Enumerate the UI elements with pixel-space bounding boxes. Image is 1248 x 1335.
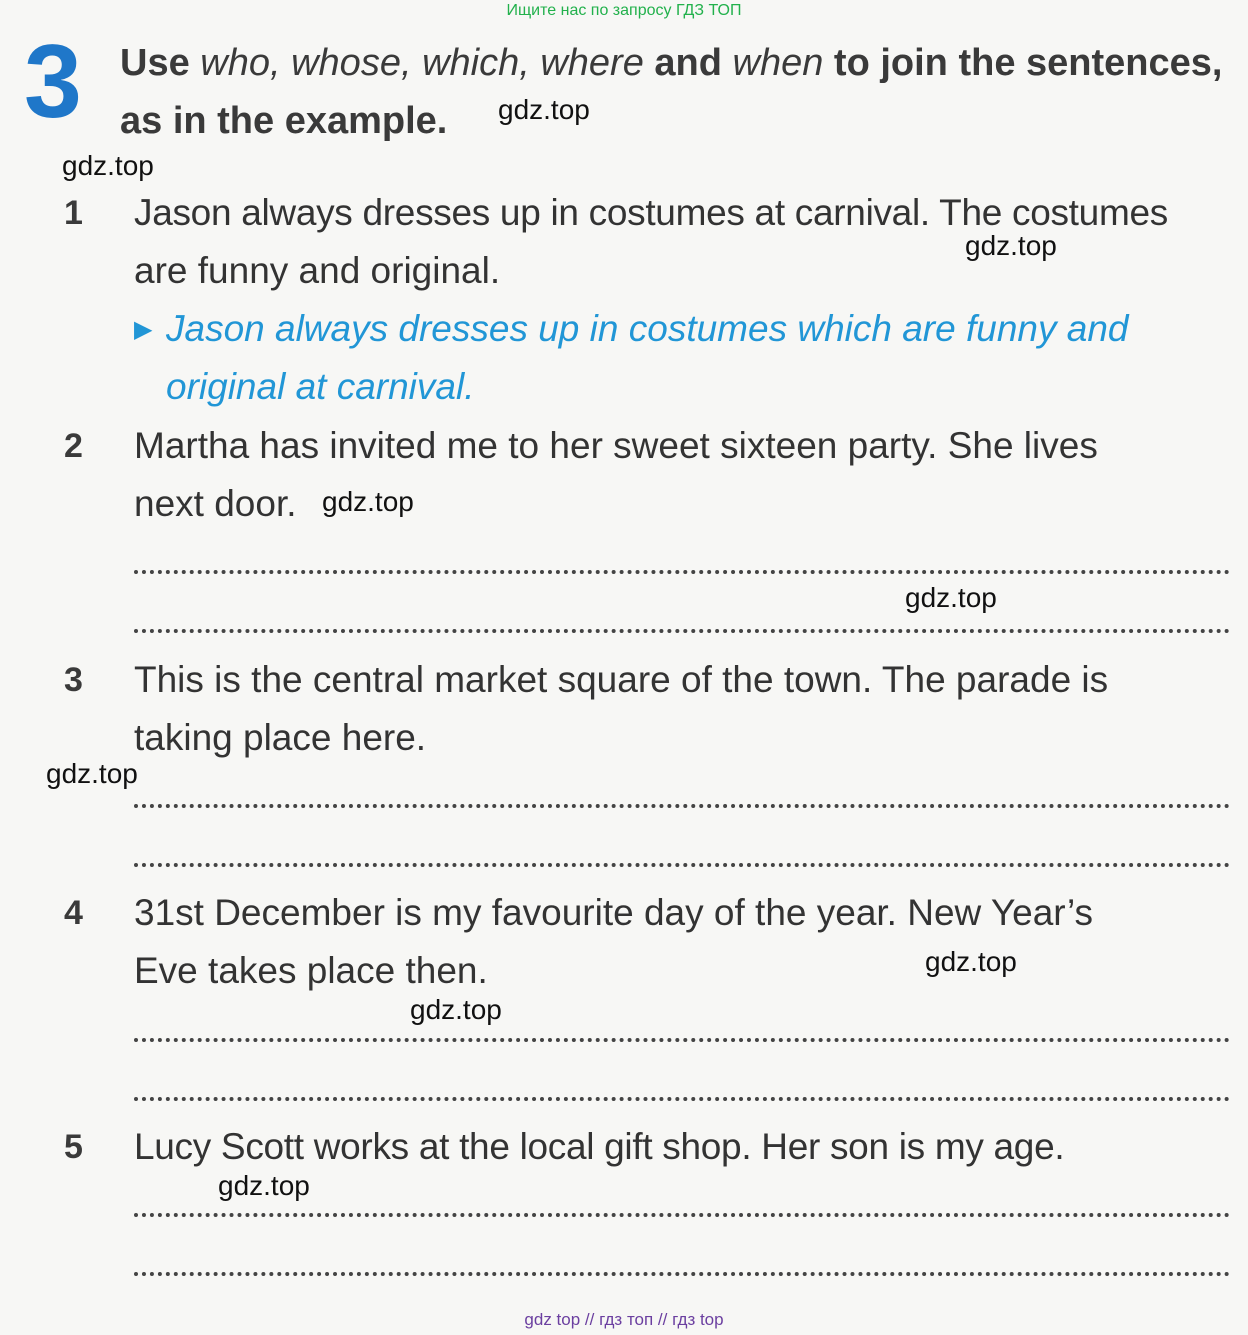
item-number: 3 [64,661,83,699]
watermark: gdz.top [410,994,502,1025]
watermark: gdz.top [218,1170,310,1201]
item-text: Eve takes place then. [134,950,488,991]
item-number: 2 [64,427,83,465]
item-text: 31st December is my favourite day of the year. New Year’s [134,892,1094,933]
item-text: taking place here. [134,717,427,758]
example-answer: Jason always dresses up in costumes which are funny and [166,308,1129,349]
item-number: 4 [64,894,83,932]
answer-line[interactable] [134,863,1230,867]
item-text: This is the central market square of the town. The parade is [134,659,1109,700]
watermark: gdz.top [62,150,154,181]
watermark: gdz.top [965,230,1057,261]
watermark: gdz.top [905,582,997,613]
top-banner[interactable]: Ищите нас по запросу ГДЗ ТОП [506,2,742,19]
answer-line[interactable] [134,1038,1230,1042]
watermark: gdz.top [46,758,138,789]
item-text: next door. [134,483,297,524]
answer-line[interactable] [134,629,1230,633]
item-text: are funny and original. [134,250,501,291]
watermark: gdz.top [322,486,414,517]
answer-line[interactable] [134,570,1230,574]
answer-line[interactable] [134,1213,1230,1217]
item-text: Jason always dresses up in costumes at carnival. The costumes [134,192,1168,233]
item-number: 5 [64,1128,83,1166]
watermark: gdz.top [925,946,1017,977]
answer-line[interactable] [134,804,1230,808]
exercise-number: 3 [24,24,82,140]
answer-line[interactable] [134,1097,1230,1101]
item-text: Lucy Scott works at the local gift shop. Her son is my age. [134,1126,1065,1167]
instruction-line-2: as in the example. [120,100,448,142]
footer-links[interactable]: gdz top // гдз топ // гдз top [524,1310,724,1329]
answer-line[interactable] [134,1272,1230,1276]
instruction-line-1: Use who, whose, which, where and when to join the sentences, [120,42,1223,84]
example-answer: original at carnival. [166,366,475,407]
triangle-arrow-icon: ▶ [134,316,153,343]
watermark: gdz.top [498,94,590,125]
item-number: 1 [64,194,83,232]
item-text: Martha has invited me to her sweet sixteen party. She lives [134,425,1098,466]
